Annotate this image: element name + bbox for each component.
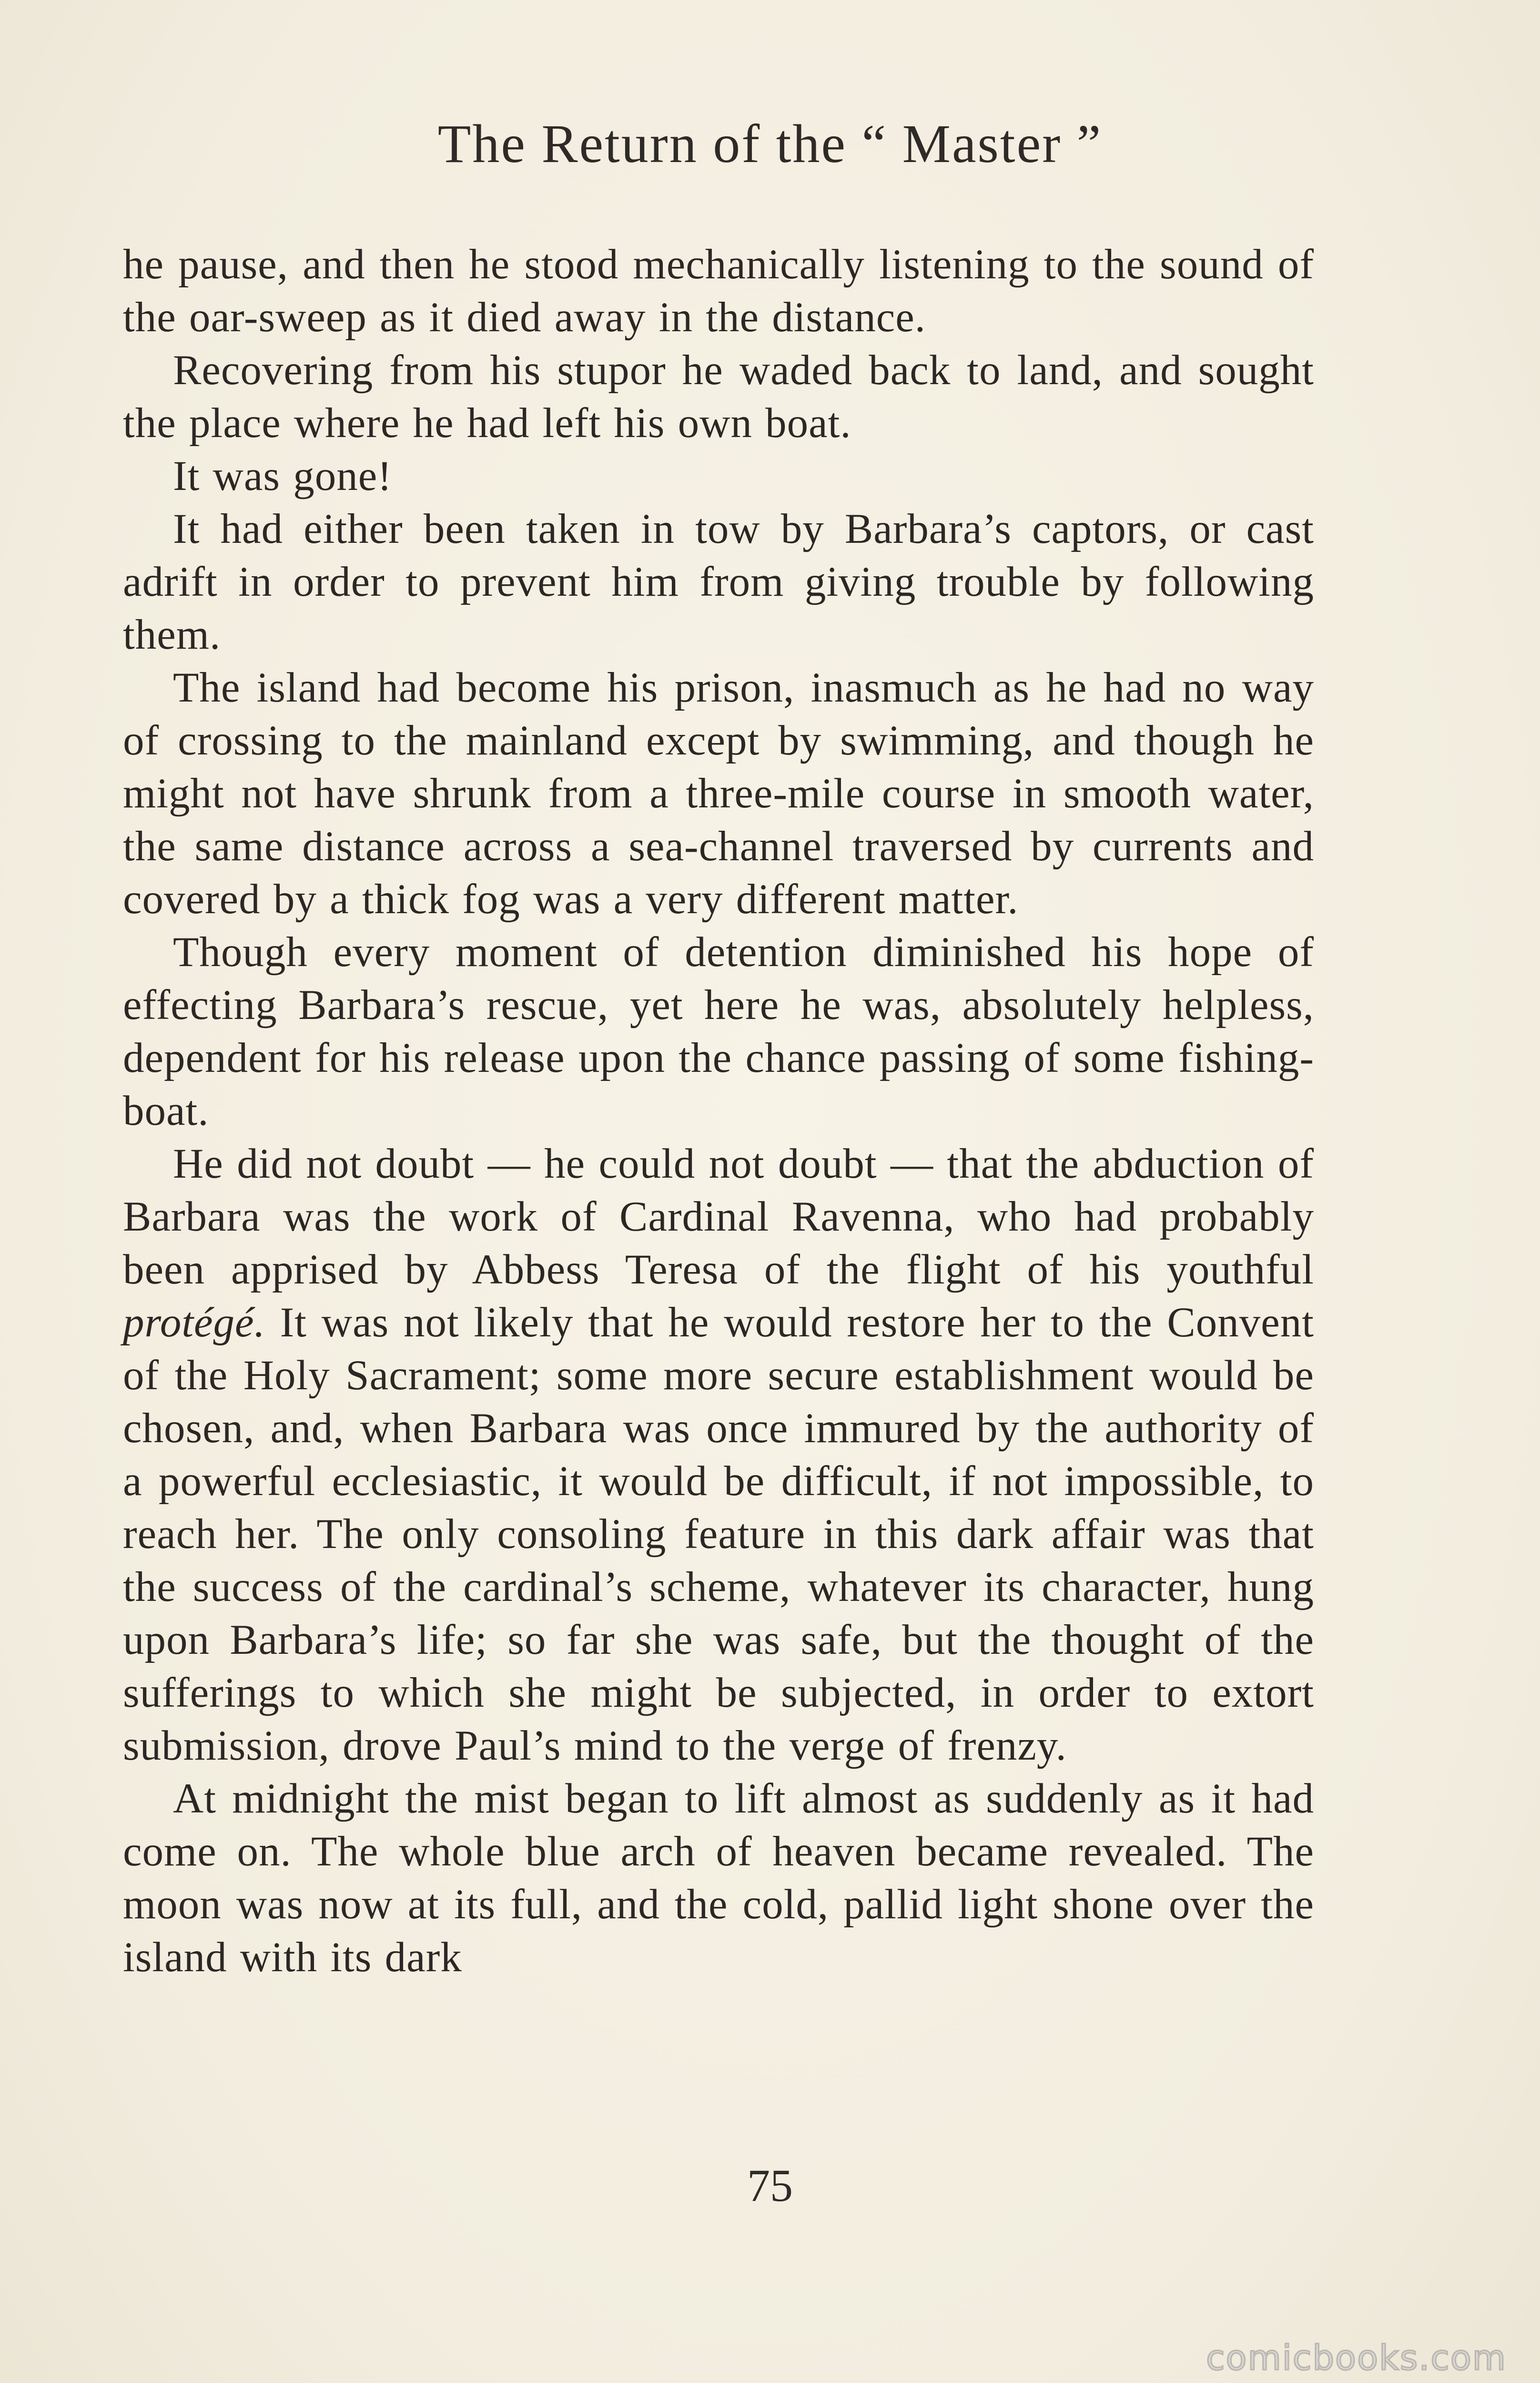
paragraph: Though every moment of detention diminished his hope of effecting Barbara’s rescue, yet here he was, absolutely helpless, dependent for his release upon the chance passing of some fishing-boat. bbox=[123, 929, 1314, 1134]
page-number: 75 bbox=[747, 2160, 793, 2211]
body-text bbox=[123, 238, 1314, 1984]
paragraph: At midnight the mist began to lift almost as suddenly as it had come on. The whole blue arch of heaven became revealed. The moon was now at its full, and the cold, pallid light shone over the island with its dark bbox=[123, 1775, 1314, 1981]
paragraph: The island had become his prison, inasmuch as he had no way of crossing to the mainland except by swimming, and though he might not have shrunk from a three-mile course in smooth water, the same distance across a sea-channel traversed by currents and covered by a thick fog was a very different matter. bbox=[123, 664, 1314, 923]
running-head: The Return of the “ Master ” bbox=[437, 113, 1103, 174]
paragraph: It was gone! bbox=[173, 453, 392, 499]
paragraph-text: He did not doubt — he could not doubt — that the abduction of Barbara was the work of Cardinal Ravenna, who had probably been apprised by Abbess Teresa of the flight of his youthful bbox=[123, 1141, 1314, 1293]
paragraph bbox=[123, 1138, 1314, 1772]
paragraph: he pause, and then he stood mechanically listening to the sound of the oar-sweep as it died away in the distance. bbox=[123, 241, 1314, 341]
watermark-logo: comicbooks.com bbox=[1206, 2338, 1507, 2378]
paragraph-text: It was not likely that he would restore her to the Convent of the Holy Sacrament; some more secure establishment would be chosen, and, when Barbara was once immured by the authority of a powerful ecclesiastic, it would be difficult, if not impossible, to reach her. The only consoling feature in this dark affair was that the success of the cardinal’s scheme, whatever its character, hung upon Barbara’s life; so far she was safe, but the thought of the sufferings to which she might be subjected, in order to extort submission, drove Paul’s mind to the verge of frenzy. bbox=[123, 1299, 1314, 1769]
paragraph: It had either been taken in tow by Barbara’s captors, or cast adrift in order to prevent him from giving trouble by following them. bbox=[123, 506, 1314, 658]
paragraph: Recovering from his stupor he waded back to land, and sought the place where he had left his own boat. bbox=[123, 347, 1314, 447]
italic-term: protégé. bbox=[123, 1299, 265, 1346]
